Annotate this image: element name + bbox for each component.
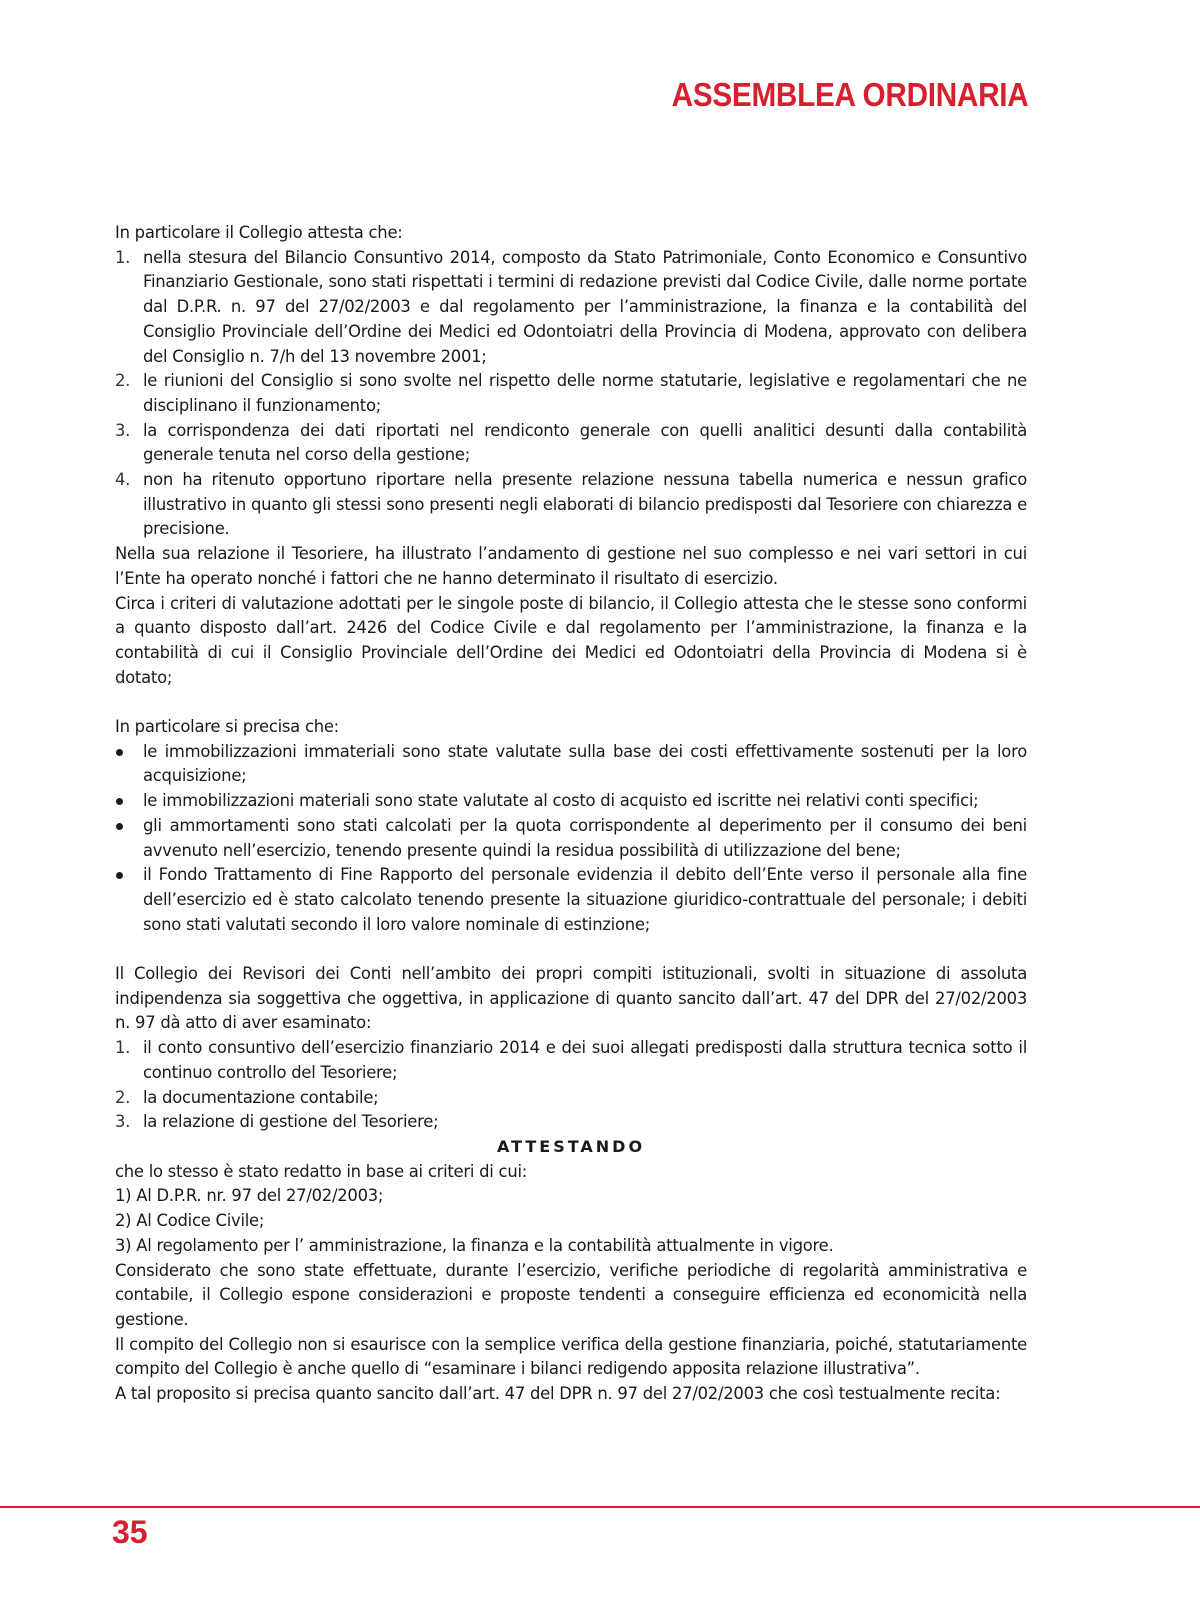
list-item-text: le immobilizzazioni materiali sono state valutate al costo di acquisto ed iscritte nei relativi conti specifici; [143, 791, 979, 811]
list-item [115, 789, 1027, 814]
paragraph: Considerato che sono state effettuate, durante l’esercizio, verifiche periodiche di regolarità amministrativa e contabile, il Collegio espone considerazioni e proposte tendenti a conseguire efficienza ed economicità nella gestione. [115, 1260, 1027, 1329]
bullet-icon [116, 749, 123, 756]
document-body [115, 221, 1027, 1407]
list-item-text: la relazione di gestione del Tesoriere; [143, 1112, 439, 1132]
section3-intro: Il Collegio dei Revisori dei Conti nell’ambito dei propri compiti istituzionali, svolti in situazione di assoluta indipendenza sia soggettiva che oggettiva, in applicazione di quanto sancito dall’art. 47 del DPR del 27/02/2003 n. 97 dà atto di aver esaminato: [115, 964, 1027, 1033]
list-item-text: le riunioni del Consiglio si sono svolte nel rispetto delle norme statutarie, legislative e regolamentari che ne disciplinano il funzionamento; [143, 371, 1027, 415]
list-item [115, 814, 1027, 863]
paragraph: Circa i criteri di valutazione adottati per le singole poste di bilancio, il Collegio attesta che le stesse sono conformi a quanto disposto dall’art. 2426 del Codice Civile e dal regolamento per l’amministrazione, la finanza e la contabilità di cui il Consiglio Provinciale dell’Ordine dei Medici ed Odontoiatri della Provincia di Modena si è dotato; [115, 593, 1027, 687]
list-item [115, 419, 1027, 468]
section2-bullet-list [115, 740, 1027, 938]
attestando-heading: ATTESTANDO [496, 1136, 646, 1156]
list-item-text: gli ammortamenti sono stati calcolati per la quota corrispondente al deperimento per il consumo dei beni avvenuto nell’esercizio, tenendo presente quindi la residua possibilità di utilizzazione del bene; [143, 815, 1027, 860]
list-number: 2. [115, 371, 131, 391]
list-item-text: le immobilizzazioni immateriali sono state valutate sulla base dei costi effettivamente sostenuti per la loro acquisizione; [143, 741, 1027, 786]
list-item [115, 740, 1027, 789]
list-item [115, 468, 1027, 542]
list-item-text: il conto consuntivo dell’esercizio finanziario 2014 e dei suoi allegati predisposti dalla struttura tecnica sotto il continuo controllo del Tesoriere; [143, 1038, 1027, 1082]
list-item-text: non ha ritenuto opportuno riportare nella presente relazione nessuna tabella numerica e nessun grafico illustrativo in quanto gli stessi sono presenti negli elaborati di bilancio predisposti dal Tesoriere con chiarezza e precisione. [143, 470, 1027, 539]
page-number: 35 [112, 1514, 148, 1550]
paragraph: Nella sua relazione il Tesoriere, ha illustrato l’andamento di gestione nel suo complesso e nei vari settori in cui l’Ente ha operato nonché i fattori che ne hanno determinato il risultato di esercizio. [115, 544, 1027, 588]
list-number: 1. [115, 247, 131, 267]
list-item-text: la corrispondenza dei dati riportati nel rendiconto generale con quelli analitici desunti dalla contabilità generale tenuta nel corso della gestione; [143, 420, 1027, 465]
paragraph: A tal proposito si precisa quanto sancito dall’art. 47 del DPR n. 97 del 27/02/2003 che così testualmente recita: [115, 1384, 1001, 1404]
list-number: 2. [115, 1087, 131, 1107]
footer-divider [0, 1506, 1200, 1508]
list-item-text: la documentazione contabile; [143, 1087, 379, 1107]
text-line: 3) Al regolamento per l’ amministrazione, la finanza e la contabilità attualmente in vigore. [115, 1235, 834, 1255]
text-line: 2) Al Codice Civile; [115, 1211, 265, 1231]
section1-intro: In particolare il Collegio attesta che: [115, 223, 403, 242]
bullet-icon [116, 872, 123, 879]
list-item-text: il Fondo Trattamento di Fine Rapporto del personale evidenzia il debito dell’Ente verso il personale alla fine dell’esercizio ed è stato calcolato tenendo presente la situazione giuridico-contrattuale del personale; i debiti sono stati valutati secondo il loro valore nominale di estinzione; [143, 865, 1027, 934]
page-header-title: ASSEMBLEA ORDINARIA [671, 76, 1028, 113]
section1-numbered-list [115, 246, 1027, 542]
list-number: 4. [115, 470, 131, 490]
list-item [115, 1036, 1027, 1085]
list-item [115, 1086, 1027, 1111]
section2-intro: In particolare si precisa che: [115, 717, 339, 737]
list-number: 3. [115, 1112, 131, 1132]
text-line: 1) Al D.P.R. nr. 97 del 27/02/2003; [115, 1186, 384, 1206]
list-item [115, 863, 1027, 937]
bullet-icon [116, 823, 123, 830]
paragraph: Il compito del Collegio non si esaurisce con la semplice verifica della gestione finanziaria, poiché, statutariamente compito del Collegio è anche quello di “esaminare i bilanci redigendo apposita relazione illustrativa”. [115, 1334, 1027, 1379]
list-item [115, 369, 1027, 418]
list-item [115, 1110, 1027, 1135]
list-number: 1. [115, 1038, 131, 1058]
list-item [115, 246, 1027, 370]
bullet-icon [116, 798, 123, 805]
text-line: che lo stesso è stato redatto in base ai criteri di cui: [115, 1161, 528, 1181]
section3-numbered-list [115, 1036, 1027, 1135]
list-item-text: nella stesura del Bilancio Consuntivo 2014, composto da Stato Patrimoniale, Conto Economico e Consuntivo Finanziario Gestionale, sono stati rispettati i termini di redazione previsti dal Codice Civile, dalle norme portate dal D.P.R. n. 97 del 27/02/2003 e dal regolamento per l’amministrazione, la finanza e la contabilità del Consiglio Provinciale dell’Ordine dei Medici ed Odontoiatri della Provincia di Modena, approvato con delibera del Consiglio n. 7/h del 13 novembre 2001; [143, 247, 1027, 366]
list-number: 3. [115, 420, 131, 440]
